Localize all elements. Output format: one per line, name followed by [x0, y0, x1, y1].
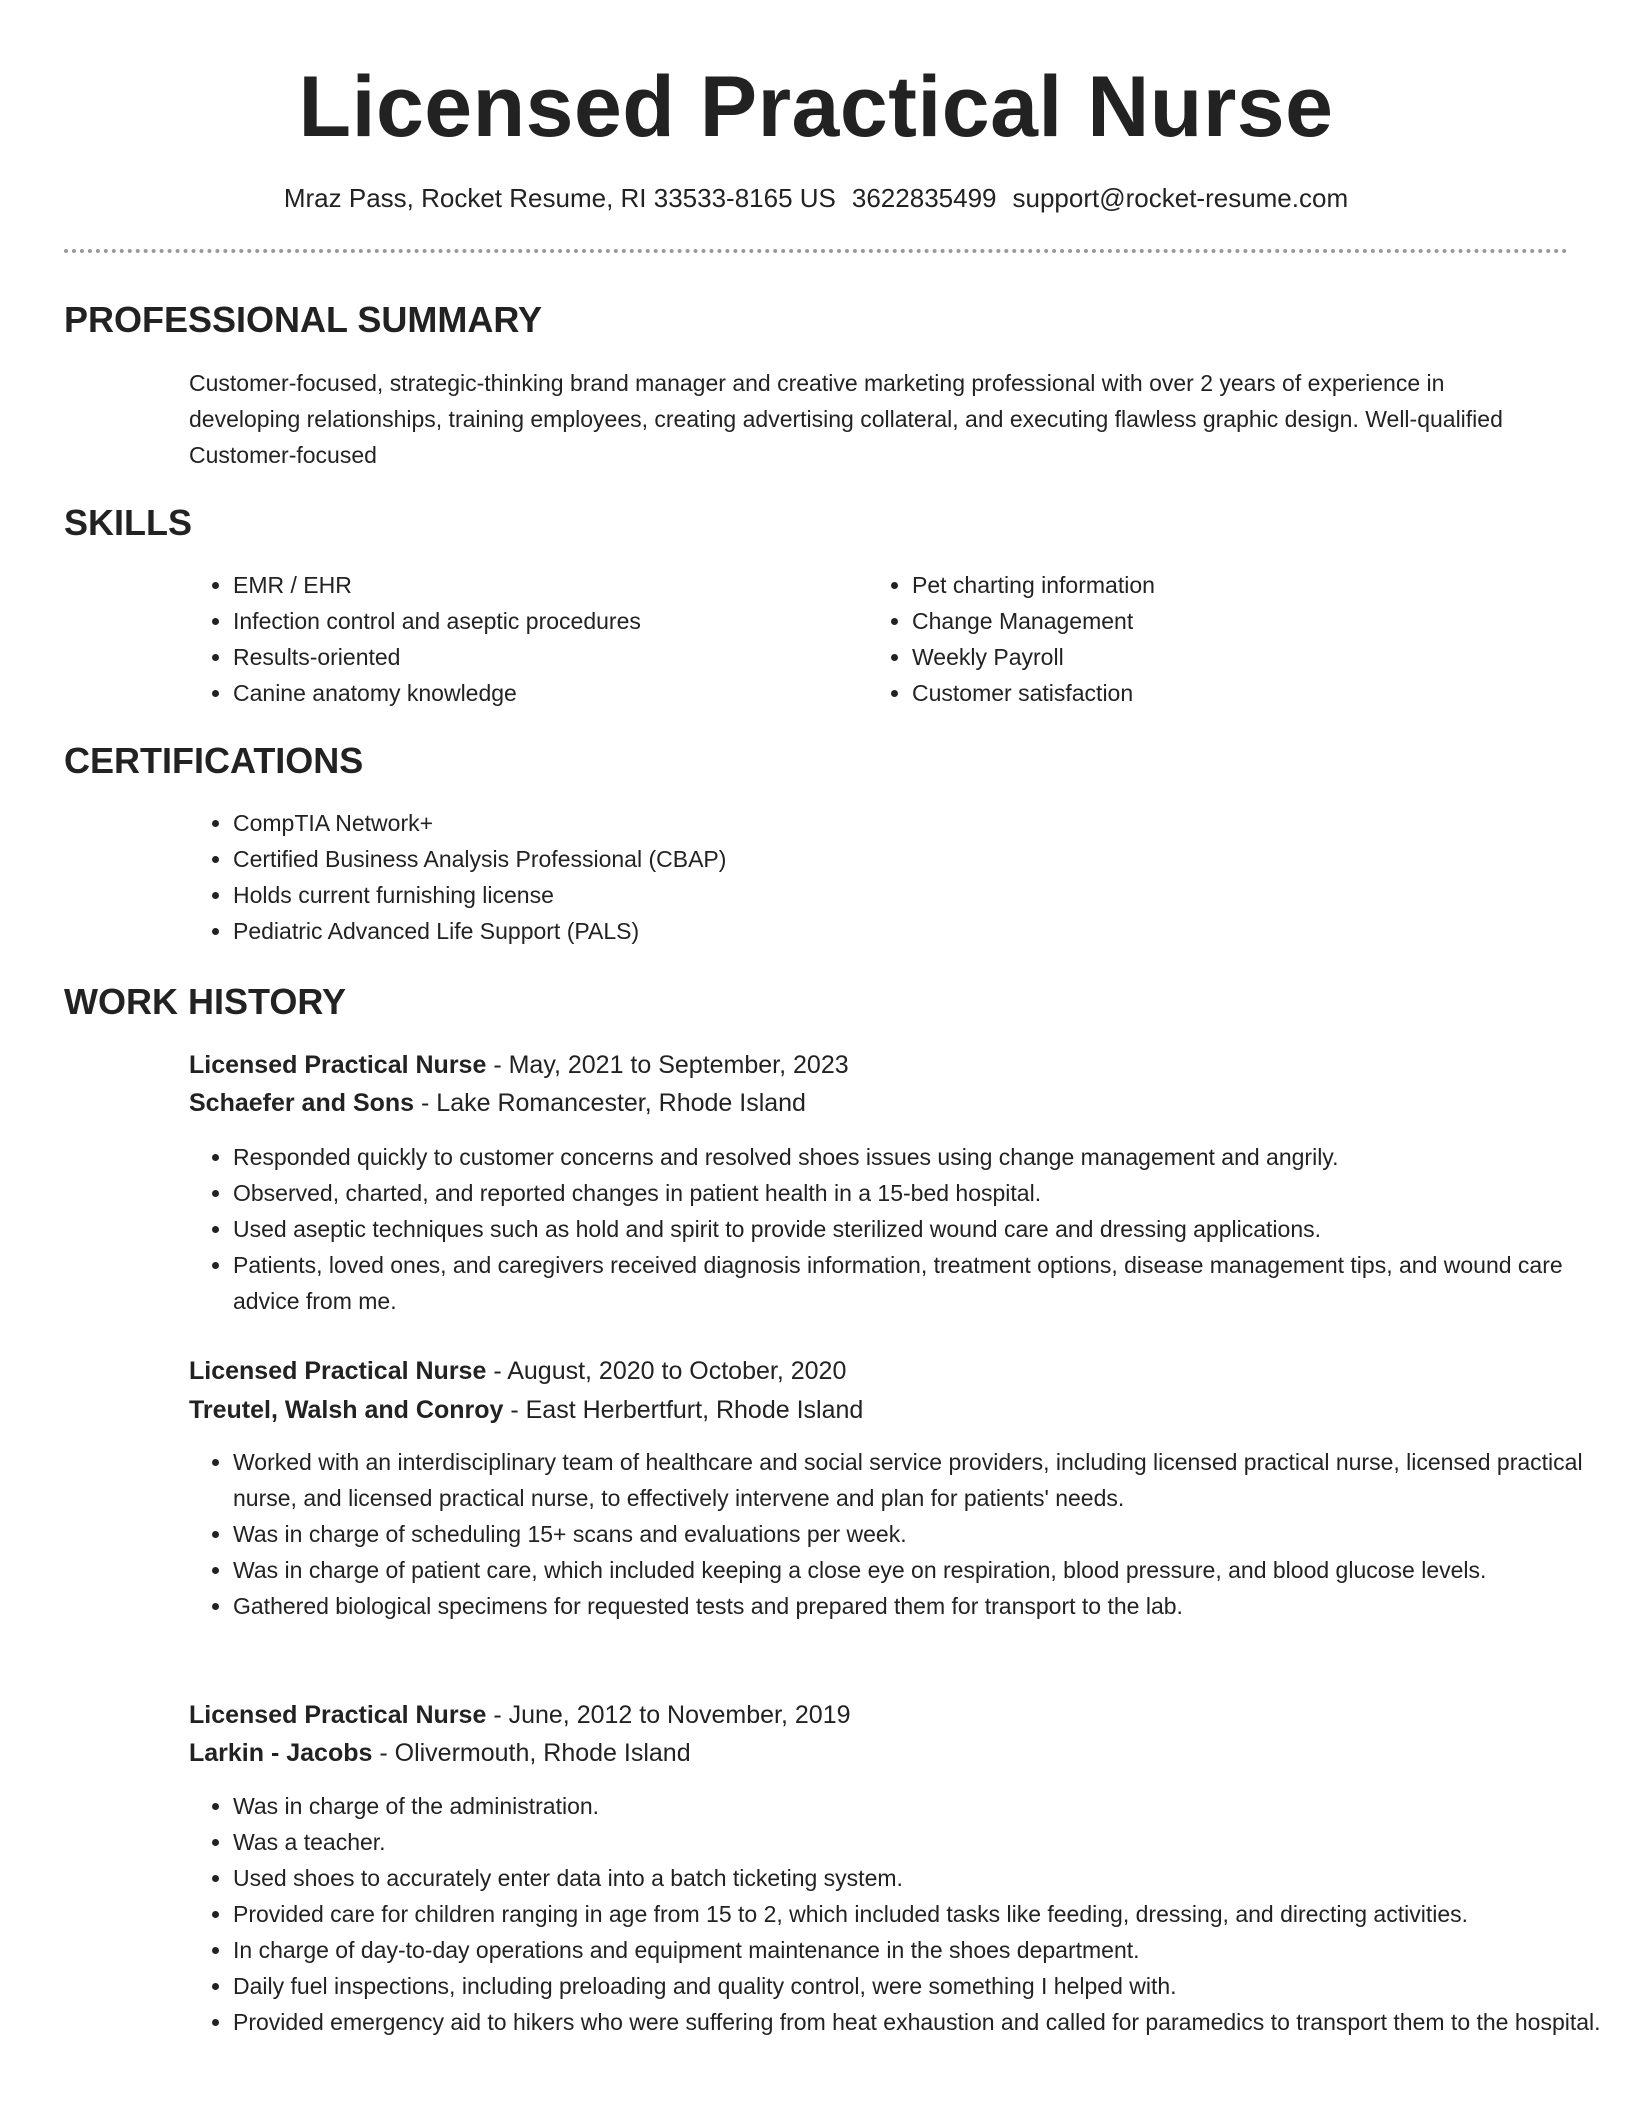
list-item: • Patients, loved ones, and caregivers received diagnosis information, treatment options, disease management tips, and wound care advice from me. [233, 1247, 1603, 1319]
contact-phone: 3622835499 [851, 183, 997, 213]
list-item: • Pediatric Advanced Life Support (PALS) [233, 913, 1333, 949]
job-location: - East Herbertfurt, Rhode Island [503, 1396, 864, 1424]
job-company: Treutel, Walsh and Conroy [189, 1396, 504, 1424]
contact-email: support@rocket-resume.com [1012, 183, 1349, 213]
header-divider [64, 249, 1568, 253]
job-dates: - June, 2012 to November, 2019 [486, 1701, 851, 1729]
list-item: • Change Management [912, 603, 1512, 639]
contact-line [0, 178, 1632, 218]
work-history-section-title: WORK HISTORY [64, 981, 347, 1022]
job-bullets [189, 1139, 1603, 1319]
list-item: • Infection control and aseptic procedures [233, 603, 833, 639]
list-item: • Provided care for children ranging in age from 15 to 2, which included tasks like feeding, dressing, and directing activities. [233, 1896, 1603, 1932]
job-title-line [189, 1696, 851, 1734]
list-item: • Responded quickly to customer concerns and resolved shoes issues using change management and angrily. [233, 1139, 1603, 1175]
job-bullets [189, 1788, 1603, 2040]
job-company: Larkin - Jacobs [189, 1739, 373, 1767]
list-item: • Weekly Payroll [912, 639, 1512, 675]
list-item: • Holds current furnishing license [233, 877, 1333, 913]
job-role: Licensed Practical Nurse [189, 1701, 487, 1729]
list-item: • Was a teacher. [233, 1824, 1603, 1860]
skills-list-right [868, 567, 1512, 711]
job-company: Schaefer and Sons [189, 1089, 415, 1117]
list-item: • Provided emergency aid to hikers who were suffering from heat exhaustion and called for paramedics to transport them to the hospital. [233, 2004, 1603, 2040]
list-item: • Gathered biological specimens for requested tests and prepared them for transport to the lab. [233, 1588, 1603, 1624]
list-item: • In charge of day-to-day operations and equipment maintenance in the shoes department. [233, 1932, 1603, 1968]
skills-list-left [189, 567, 833, 711]
list-item: • Worked with an interdisciplinary team of healthcare and social service providers, including licensed practical nurse, licensed practical nurse, and licensed practical nurse, to effectively intervene and plan for patients' needs. [233, 1444, 1603, 1516]
list-item: • Customer satisfaction [912, 675, 1512, 711]
summary-section-title: PROFESSIONAL SUMMARY [64, 299, 543, 340]
job-company-line [189, 1734, 691, 1772]
list-item: • CompTIA Network+ [233, 805, 1333, 841]
job-company-line [189, 1084, 806, 1122]
list-item: • Observed, charted, and reported changes in patient health in a 15-bed hospital. [233, 1175, 1603, 1211]
job-location: - Olivermouth, Rhode Island [372, 1739, 691, 1767]
contact-address: Mraz Pass, Rocket Resume, RI 33533-8165 US [283, 183, 836, 213]
job-company-line [189, 1391, 863, 1429]
list-item: • Daily fuel inspections, including preloading and quality control, were something I helped with. [233, 1968, 1603, 2004]
job-dates: - May, 2021 to September, 2023 [486, 1051, 849, 1079]
list-item: • EMR / EHR [233, 567, 833, 603]
certifications-list [189, 805, 1333, 949]
job-title-line [189, 1046, 849, 1084]
summary-text: Customer-focused, strategic-thinking brand manager and creative marketing professional with over 2 years of experience in developing relationships, training employees, creating advertising collateral, and executing flawless graphic design. Well-qualified Customer-focused [189, 370, 1503, 468]
list-item: • Certified Business Analysis Professional (CBAP) [233, 841, 1333, 877]
list-item: • Was in charge of the administration. [233, 1788, 1603, 1824]
list-item: • Results-oriented [233, 639, 833, 675]
list-item: • Used aseptic techniques such as hold and spirit to provide sterilized wound care and dressing applications. [233, 1211, 1603, 1247]
skills-section-title: SKILLS [64, 502, 193, 543]
job-bullets [189, 1444, 1603, 1624]
list-item: • Used shoes to accurately enter data into a batch ticketing system. [233, 1860, 1603, 1896]
job-location: - Lake Romancester, Rhode Island [414, 1089, 806, 1117]
job-title-line [189, 1352, 846, 1390]
job-role: Licensed Practical Nurse [189, 1357, 487, 1385]
list-item: • Canine anatomy knowledge [233, 675, 833, 711]
list-item: • Was in charge of patient care, which included keeping a close eye on respiration, blood pressure, and blood glucose levels. [233, 1552, 1603, 1588]
list-item: • Pet charting information [912, 567, 1512, 603]
list-item: • Was in charge of scheduling 15+ scans and evaluations per week. [233, 1516, 1603, 1552]
job-dates: - August, 2020 to October, 2020 [486, 1357, 847, 1385]
resume-name-heading: Licensed Practical Nurse [298, 59, 1334, 155]
certifications-section-title: CERTIFICATIONS [64, 740, 364, 781]
job-role: Licensed Practical Nurse [189, 1051, 487, 1079]
